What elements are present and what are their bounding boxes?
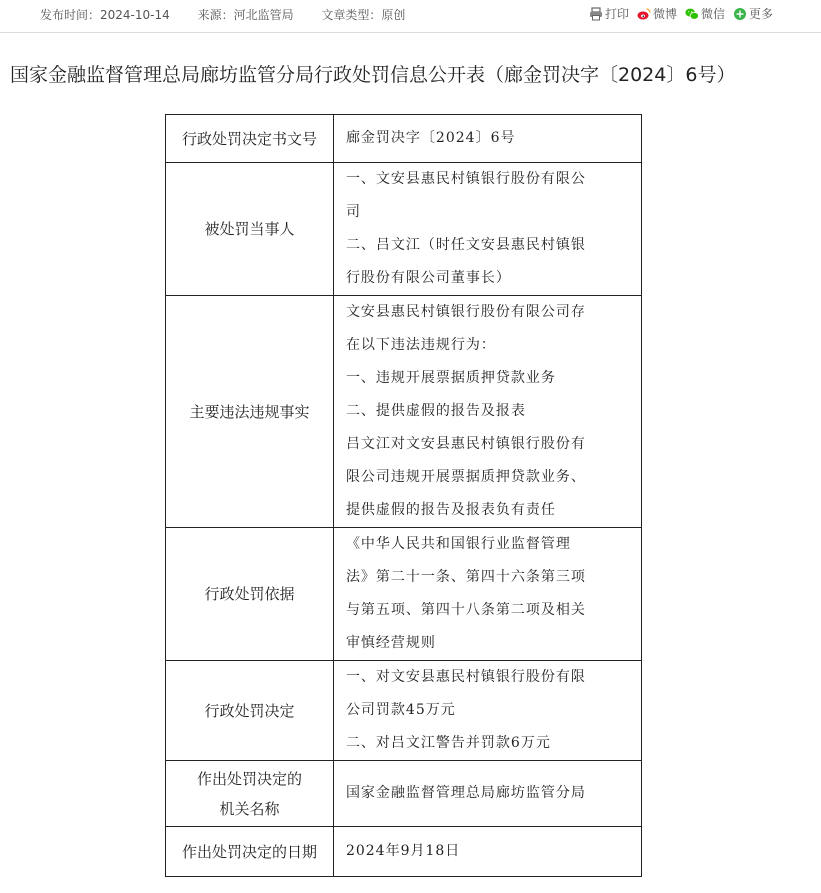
weibo-label: 微博 <box>652 7 677 21</box>
row-value-line: 在以下违法违规行为： <box>345 337 496 353</box>
weibo-share-button[interactable] <box>637 5 677 22</box>
row-value-line: 廊金罚决字〔2024〕6号 <box>345 130 516 146</box>
row-value-line: 二、吕文江（时任文安县惠民村镇银 <box>345 237 586 253</box>
article-meta <box>40 6 429 23</box>
wechat-label: 微信 <box>700 7 725 21</box>
row-value <box>333 761 641 827</box>
table-row <box>166 528 642 661</box>
row-value <box>333 163 641 296</box>
article-type: 文章类型：原创 <box>321 8 406 22</box>
penalty-info-table <box>165 114 642 877</box>
row-value-line: 二、提供虚假的报告及报表 <box>345 403 526 419</box>
more-label: 更多 <box>748 7 773 21</box>
row-value-line: 吕文江对文安县惠民村镇银行股份有 <box>345 436 586 452</box>
printer-icon <box>589 7 603 21</box>
article-meta-bar <box>0 0 821 31</box>
table-row <box>166 761 642 827</box>
wechat-share-button[interactable] <box>685 5 725 22</box>
row-value-line: 国家金融监督管理总局廊坊监管分局 <box>345 785 586 801</box>
print-button[interactable] <box>589 5 629 22</box>
share-bar <box>589 5 773 22</box>
row-value-line: 二、对吕文江警告并罚款6万元 <box>345 735 551 751</box>
row-value-line: 一、对文安县惠民村镇银行股份有限 <box>345 669 586 685</box>
table-row <box>166 661 642 761</box>
weibo-icon <box>637 7 651 21</box>
row-label <box>166 761 334 827</box>
table-row <box>166 296 642 528</box>
row-value <box>333 296 641 528</box>
table-row <box>166 115 642 163</box>
row-label <box>166 528 334 661</box>
header-divider <box>0 32 821 33</box>
row-label-line: 行政处罚决定 <box>204 701 295 720</box>
print-label: 打印 <box>604 7 629 21</box>
row-value <box>333 528 641 661</box>
row-value-line: 一、违规开展票据质押贷款业务 <box>345 370 556 386</box>
row-label-line: 主要违法违规事实 <box>189 402 310 421</box>
row-label-line: 行政处罚依据 <box>204 585 295 603</box>
row-value <box>333 661 641 761</box>
row-label <box>166 296 334 528</box>
more-share-button[interactable] <box>733 5 773 22</box>
row-value-line: 审慎经营规则 <box>345 635 436 651</box>
plus-circle-icon <box>733 7 747 21</box>
row-value <box>333 115 641 163</box>
row-value-line: 司 <box>345 204 361 220</box>
row-value-line: 与第五项、第四十八条第二项及相关 <box>345 602 586 618</box>
publish-date: 发布时间：2024-10-14 <box>40 8 170 22</box>
row-value <box>333 827 641 877</box>
row-label-line: 被处罚当事人 <box>204 220 295 238</box>
row-value-line: 一、文安县惠民村镇银行股份有限公 <box>345 171 586 187</box>
table-row <box>166 827 642 877</box>
row-label <box>166 661 334 761</box>
row-label-line: 作出处罚决定的 <box>196 769 302 788</box>
source: 来源：河北监管局 <box>197 8 294 22</box>
page-title: 国家金融监督管理总局廊坊监管分局行政处罚信息公开表（廊金罚决字〔2024〕6号） <box>10 64 736 86</box>
row-value-line: 限公司违规开展票据质押贷款业务、 <box>345 469 586 485</box>
row-value-line: 《中华人民共和国银行业监督管理 <box>345 536 571 552</box>
row-label <box>166 115 334 163</box>
row-label <box>166 163 334 296</box>
wechat-icon <box>685 7 699 21</box>
row-label-line: 作出处罚决定的日期 <box>181 842 317 861</box>
row-label <box>166 827 334 877</box>
row-value-line: 提供虚假的报告及报表负有责任 <box>345 502 556 518</box>
row-value-line: 2024年9月18日 <box>345 843 461 859</box>
row-value-line: 公司罚款45万元 <box>345 702 456 718</box>
row-label-line: 行政处罚决定书文号 <box>181 129 317 148</box>
row-value-line: 法》第二十一条、第四十六条第三项 <box>345 569 586 585</box>
row-label-line: 机关名称 <box>219 799 280 818</box>
row-value-line: 文安县惠民村镇银行股份有限公司存 <box>345 304 586 320</box>
row-value-line: 行股份有限公司董事长） <box>345 270 511 286</box>
table-row <box>166 163 642 296</box>
